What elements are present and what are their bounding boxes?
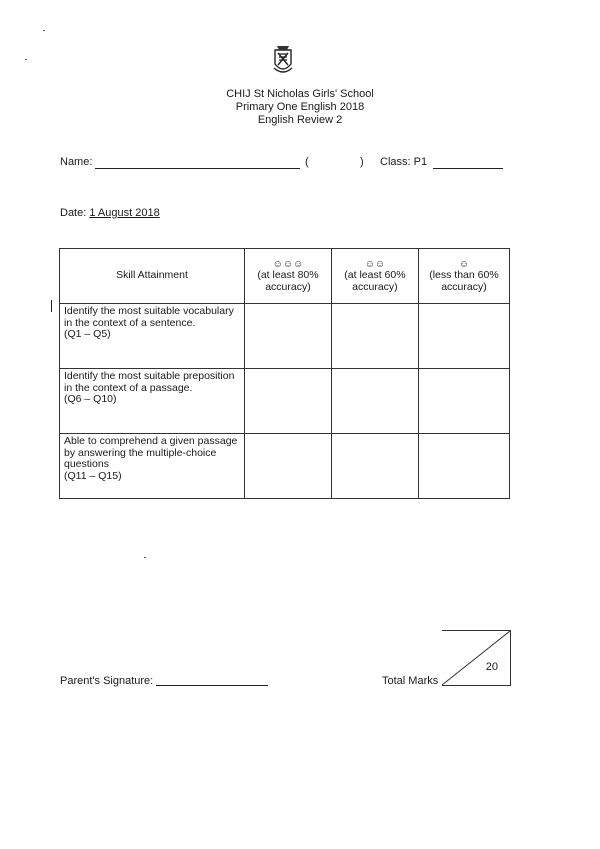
school-crest-logo: [272, 42, 294, 76]
header-label: Skill Attainment: [116, 269, 188, 282]
scan-speck: [144, 557, 146, 558]
skill-cell: [60, 434, 245, 499]
parent-signature-row: [60, 675, 268, 687]
signature-label: Parent's Signature:: [60, 675, 154, 687]
date-row: [60, 207, 160, 219]
rating-cell[interactable]: [418, 434, 509, 499]
class-field[interactable]: [433, 168, 503, 169]
total-marks-box: [442, 630, 511, 686]
question-range: (Q11 – Q15): [64, 469, 122, 482]
rating-cell[interactable]: [245, 304, 332, 369]
rating-cell[interactable]: [331, 434, 418, 499]
class-label: Class: P1: [380, 156, 428, 168]
rating-cell[interactable]: [245, 369, 332, 434]
date-label: Date:: [60, 207, 87, 219]
diagonal-divider: [442, 631, 510, 685]
scan-speck: [25, 59, 27, 60]
table-row: [60, 369, 510, 434]
skill-cell: [60, 369, 245, 434]
total-marks-label: Total Marks: [382, 675, 439, 687]
header-label: (at least 60% accuracy): [344, 269, 406, 293]
header-one-smiley: [418, 249, 509, 304]
skill-cell: [60, 304, 245, 369]
subject-title: Primary One English 2018: [235, 101, 365, 113]
table-row: [60, 434, 510, 499]
header-label: (at least 80% accuracy): [257, 269, 319, 293]
name-label: Name:: [60, 156, 93, 168]
three-smiley-icon: ☺☺☺: [272, 258, 304, 270]
document-header: [0, 88, 600, 127]
header-two-smiley: [331, 249, 418, 304]
total-marks-max: 20: [485, 661, 498, 673]
rating-cell[interactable]: [331, 369, 418, 434]
rating-cell[interactable]: [245, 434, 332, 499]
rating-cell[interactable]: [418, 369, 509, 434]
header-skill-attainment: [60, 249, 245, 304]
name-field[interactable]: [95, 168, 300, 169]
rating-cell[interactable]: [331, 304, 418, 369]
register-number-close: ): [360, 156, 364, 168]
scan-mark: [51, 300, 52, 312]
school-name: CHIJ St Nicholas Girls' School: [226, 88, 374, 100]
register-number-open: (: [305, 156, 309, 168]
question-range: (Q1 – Q5): [64, 328, 111, 340]
rating-cell[interactable]: [418, 304, 509, 369]
table-row: [60, 304, 510, 369]
table-header-row: [60, 249, 510, 304]
scan-speck: [43, 30, 45, 31]
one-smiley-icon: ☺: [458, 258, 470, 270]
date-value: 1 August 2018: [89, 207, 160, 219]
two-smiley-icon: ☺☺: [364, 258, 386, 270]
paper-title: English Review 2: [257, 114, 343, 126]
header-label: (less than 60% accuracy): [429, 269, 499, 293]
skill-description: Identify the most suitable vocabulary in the context of a sentence.: [64, 305, 234, 329]
skill-description: Able to comprehend a given passage by answering the multiple-choice questions: [64, 435, 238, 470]
header-three-smiley: [245, 249, 332, 304]
question-range: (Q6 – Q10): [64, 393, 117, 405]
signature-field[interactable]: [156, 685, 268, 686]
skill-description: Identify the most suitable preposition in the context of a passage.: [64, 370, 235, 394]
name-class-row: [60, 156, 520, 172]
skill-attainment-table: [59, 248, 510, 499]
